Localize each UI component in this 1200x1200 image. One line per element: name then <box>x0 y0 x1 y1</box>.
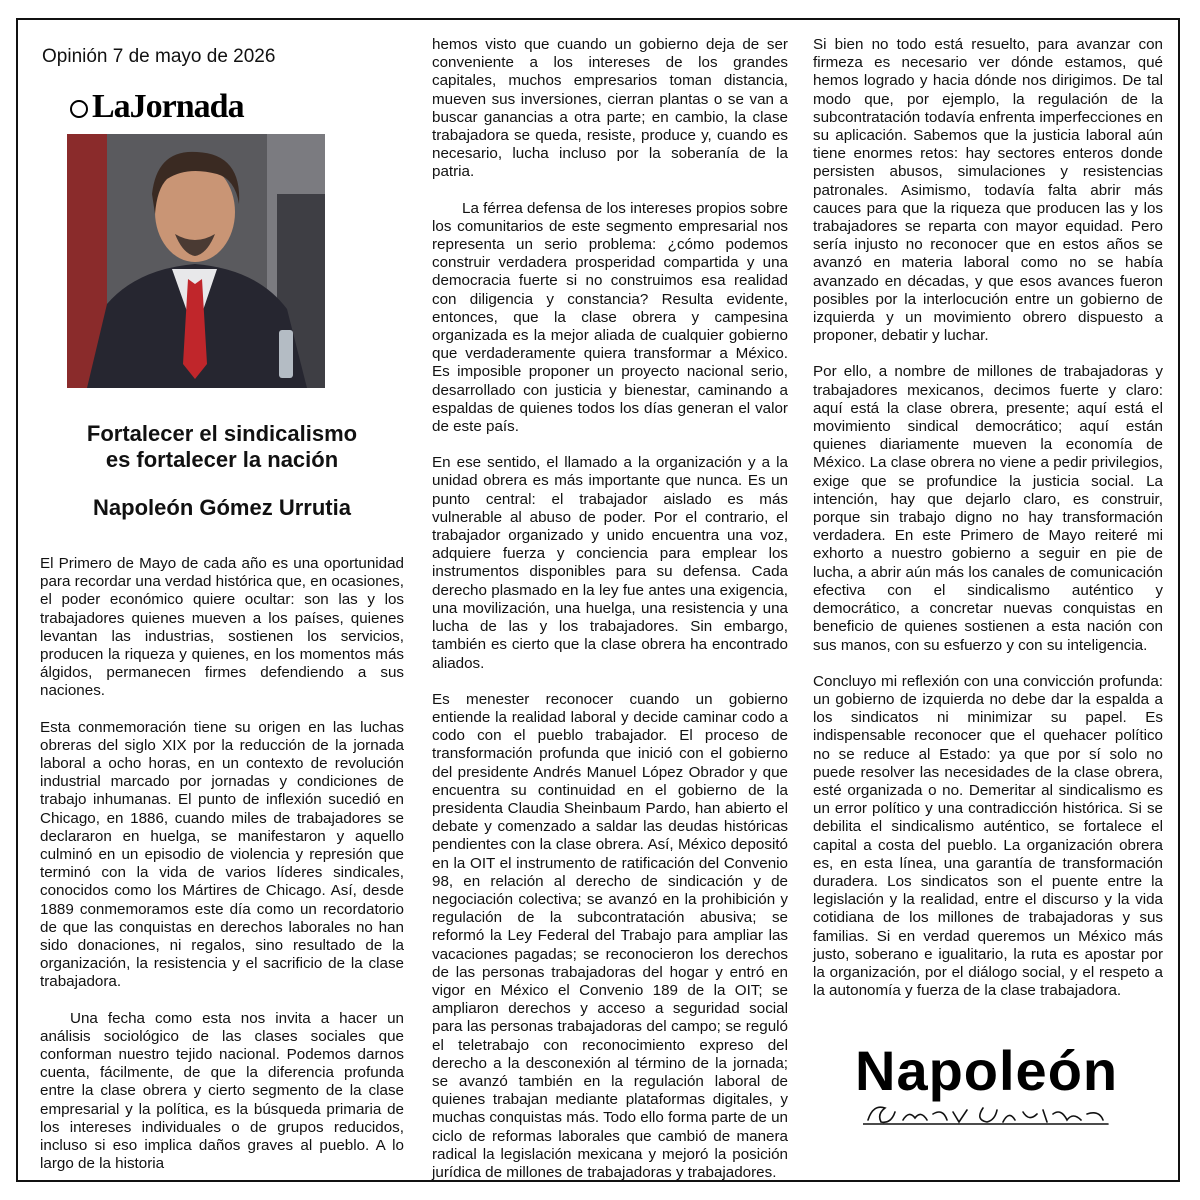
logo-circle-icon <box>70 100 88 118</box>
logo-text: LaJornada <box>92 88 244 125</box>
column-2-paragraph-2: La férrea defensa de los intereses propios sobre los comunitarios de este segmento empresarial nos representa un serio problema: ¿cómo podemos construir verdadera prosperidad compartida y una democracia fuerte si no construimos esa realidad con diligencia y constancia? Resulta evidente, entonces, que la clase obrera y campesina organizada es la mejor aliada de cualquier gobierno que verdaderamente quiera transformar a México. Es imposible proponer un proyecto nacional serio, desarrollado con justicia y bienestar, caminando a espaldas de quienes todos los días generan el valor de este país. <box>432 199 788 436</box>
column-2-paragraph-3: En ese sentido, el llamado a la organización y a la unidad obrera es más importante que nunca. Es un punto central: el trabajador aislado es más vulnerable al abuso de poder. Por el contrario, el trabajador organizado y unido encuentra una voz, adquiere fuerza y conciencia para emplear los instrumentos disponibles para su defensa. Cada derecho plasmado en la ley fue antes una exigencia, una movilización, una huelga, una resistencia y una lucha de las y los trabajadores. Sin embargo, también es cierto que la clase obrera ha encontrado aliados. <box>432 454 788 672</box>
author-photo <box>67 134 325 388</box>
column-2-paragraph-4: Es menester reconocer cuando un gobierno entiende la realidad laboral y decide caminar codo a codo con el pueblo trabajador. El proceso de transformación profunda que inició con el gobierno del presidente Andrés Manuel López Obrador y que encuentra su continuidad en el gobierno de la presidenta Claudia Sheinbaum Pardo, han abierto el debate y comenzado a saldar las deudas históricas pendientes con la clase obrera. Así, México depositó en la OIT el instrumento de ratificación del Convenio 98, en relación al derecho de sindicación y de negociación colectiva; se avanzó en la prohibición y regulación de la subcontratación abusiva; se reformó la Ley Federal del Trabajo para ampliar las vacaciones pagadas; se reconocieron los derechos de las personas trabajadoras del hogar y entró en vigor en México el Convenio 189 de la OIT; se ampliaron derechos y acceso a seguridad social para las personas trabajadoras del campo; se reguló el teletrabajo con reconocimiento expreso del derecho a la desconexión al término de la jornada; se avanzó también en la regulación laboral de quienes trabajan mediante plataformas digitales, y muchas conquistas más. Todo ello forma parte de un ciclo de reformas laborales que cambió de manera radical la legislación mexicana y mejoró la posición jurídica de millones de trabajadoras y trabajadores. <box>432 690 788 1181</box>
handwritten-signature <box>863 1100 1113 1128</box>
column-3-paragraph-3: Concluyo mi reflexión con una convicción profunda: un gobierno de izquierda no debe dar la espalda a los sindicatos ni minimizar su papel. Es indispensable reconocer que el quehacer político no se reduce al Estado: ya que por sí solo no puede resolver las necesidades de la clase obrera, esté organizada o no. Demeritar al sindicalismo es un error político y una contradicción histórica. Si se debilita el sindicalismo auténtico, se fortalece el capital a costa del pueblo. La organización obrera es, en esta línea, una garantía de transformación duradera. Los sindicatos son el puente entre la legislación y la realidad, entre el discurso y la vida cotidiana de los millones de trabajadoras y sus familias. Si en verdad queremos un México más justo, soberano e igualitario, la ruta es apostar por la organización, por el diálogo social, y el respeto a la autonomía y fuerza de la clase trabajadora. <box>813 672 1163 1000</box>
column-1-paragraph-1: El Primero de Mayo de cada año es una oportunidad para recordar una verdad histórica que, en ocasiones, el poder económico quiere ocultar: son las y los trabajadores quienes mueven a los países, quienes levantan las industrias, sostienen los servicios, producen la riqueza y quienes, en los momentos más álgidos, permanecen firmes defendiendo a sus naciones. <box>40 555 404 700</box>
signature-block <box>855 1038 1125 1128</box>
column-3-paragraph-1: Si bien no todo está resuelto, para avanzar con firmeza es necesario ver dónde estamos, qué hemos logrado y hacia dónde nos dirigimos. De tal modo que, por ejemplo, la regulación de la subcontratación todavía enfrenta imperfecciones en su aplicación. Sabemos que la justicia laboral aún tiene enormes retos: hay sectores enteros donde persisten abusos, simulaciones y resistencias patronales. Asimismo, todavía falta abrir más cauces para que la riqueza que producen las y los trabajadores se reparta con mayor equidad. Pero sería injusto no reconocer que en estos años se avanzó en materia laboral como no se había avanzado en décadas, y que esos avances fueron posibles por la interlocución entre un gobierno de izquierda y un movimiento obrero dispuesto a proponer, debatir y luchar. <box>813 36 1163 345</box>
author-name: Napoleón Gómez Urrutia <box>93 495 351 520</box>
signature-name: Napoleón <box>855 1039 1119 1102</box>
title-line-2: es fortalecer la nación <box>105 447 339 472</box>
column-1-paragraph-2: Esta conmemoración tiene su origen en las luchas obreras del siglo XIX por la reducción de la jornada laboral a ocho horas, en un contexto de revolución industrial marcado por jornadas y condiciones de trabajo inhumanas. El punto de inflexión sucedió en Chicago, en 1886, cuando miles de trabajadores se declararon en huelga, se manifestaron y aquello culminó en un episodio de violencia y represión que terminó con la vida de varios líderes sindicales, conocidos como los Mártires de Chicago. Así, desde 1889 conmemoramos este día como un recordatorio de que las conquistas en derechos laborales no han sido donaciones, ni regalos, sino resultado de la organización, la resistencia y el sacrificio de la clase trabajadora. <box>40 718 404 991</box>
article-title <box>40 421 404 473</box>
dateline: Opinión 7 de mayo de 2026 <box>42 46 276 67</box>
newspaper-logo <box>70 88 244 126</box>
title-line-1: Fortalecer el sindicalismo <box>86 421 358 446</box>
column-1-paragraph-3: Una fecha como esta nos invita a hacer un análisis sociológico de las clases sociales que conforman nuestro tejido nacional. Podemos darnos cuenta, fácilmente, de que la diferencia profunda entre la clase obrera y cierto segmento de la clase empresarial y la política, es la búsqueda primaria de los intereses individuales o de grupos reducidos, incluso si eso implica daños graves al pueblo. A lo largo de la historia <box>40 1009 404 1173</box>
column-3-paragraph-2: Por ello, a nombre de millones de trabajadoras y trabajadores mexicanos, decimos fuerte y claro: aquí está la clase obrera, presente; aquí está el movimiento sindical democrático; aquí están quienes diariamente mueven la economía de México. La clase obrera no viene a pedir privilegios, exige que se profundice la justicia social. La intención, hay que dejarlo claro, es construir, porque sin trabajo digno no hay transformación verdadera. En este Primero de Mayo reiteré mi exhorto a nuestro gobierno a seguir en pie de lucha, a abrir aún más los canales de comunicación efectiva con el sindicalismo auténtico y democrático, a concretar nuevas conquistas en beneficio de quienes sostienen a esta nación con sus manos, con su esfuerzo y con su inteligencia. <box>813 363 1163 654</box>
column-3 <box>813 36 1163 1018</box>
column-1 <box>40 555 404 1192</box>
column-2 <box>432 36 788 1200</box>
column-2-paragraph-1: hemos visto que cuando un gobierno deja de ser conveniente a los intereses de los grandes capitales, muchos empresarios toman distancia, mueven sus inversiones, cierran plantas o se van a buscar ganancias a otra parte; en cambio, la clase trabajadora se queda, resiste, produce y, cuando es necesario, lucha incluso por la soberanía de la patria. <box>432 36 788 181</box>
author-portrait-illustration <box>67 134 325 388</box>
